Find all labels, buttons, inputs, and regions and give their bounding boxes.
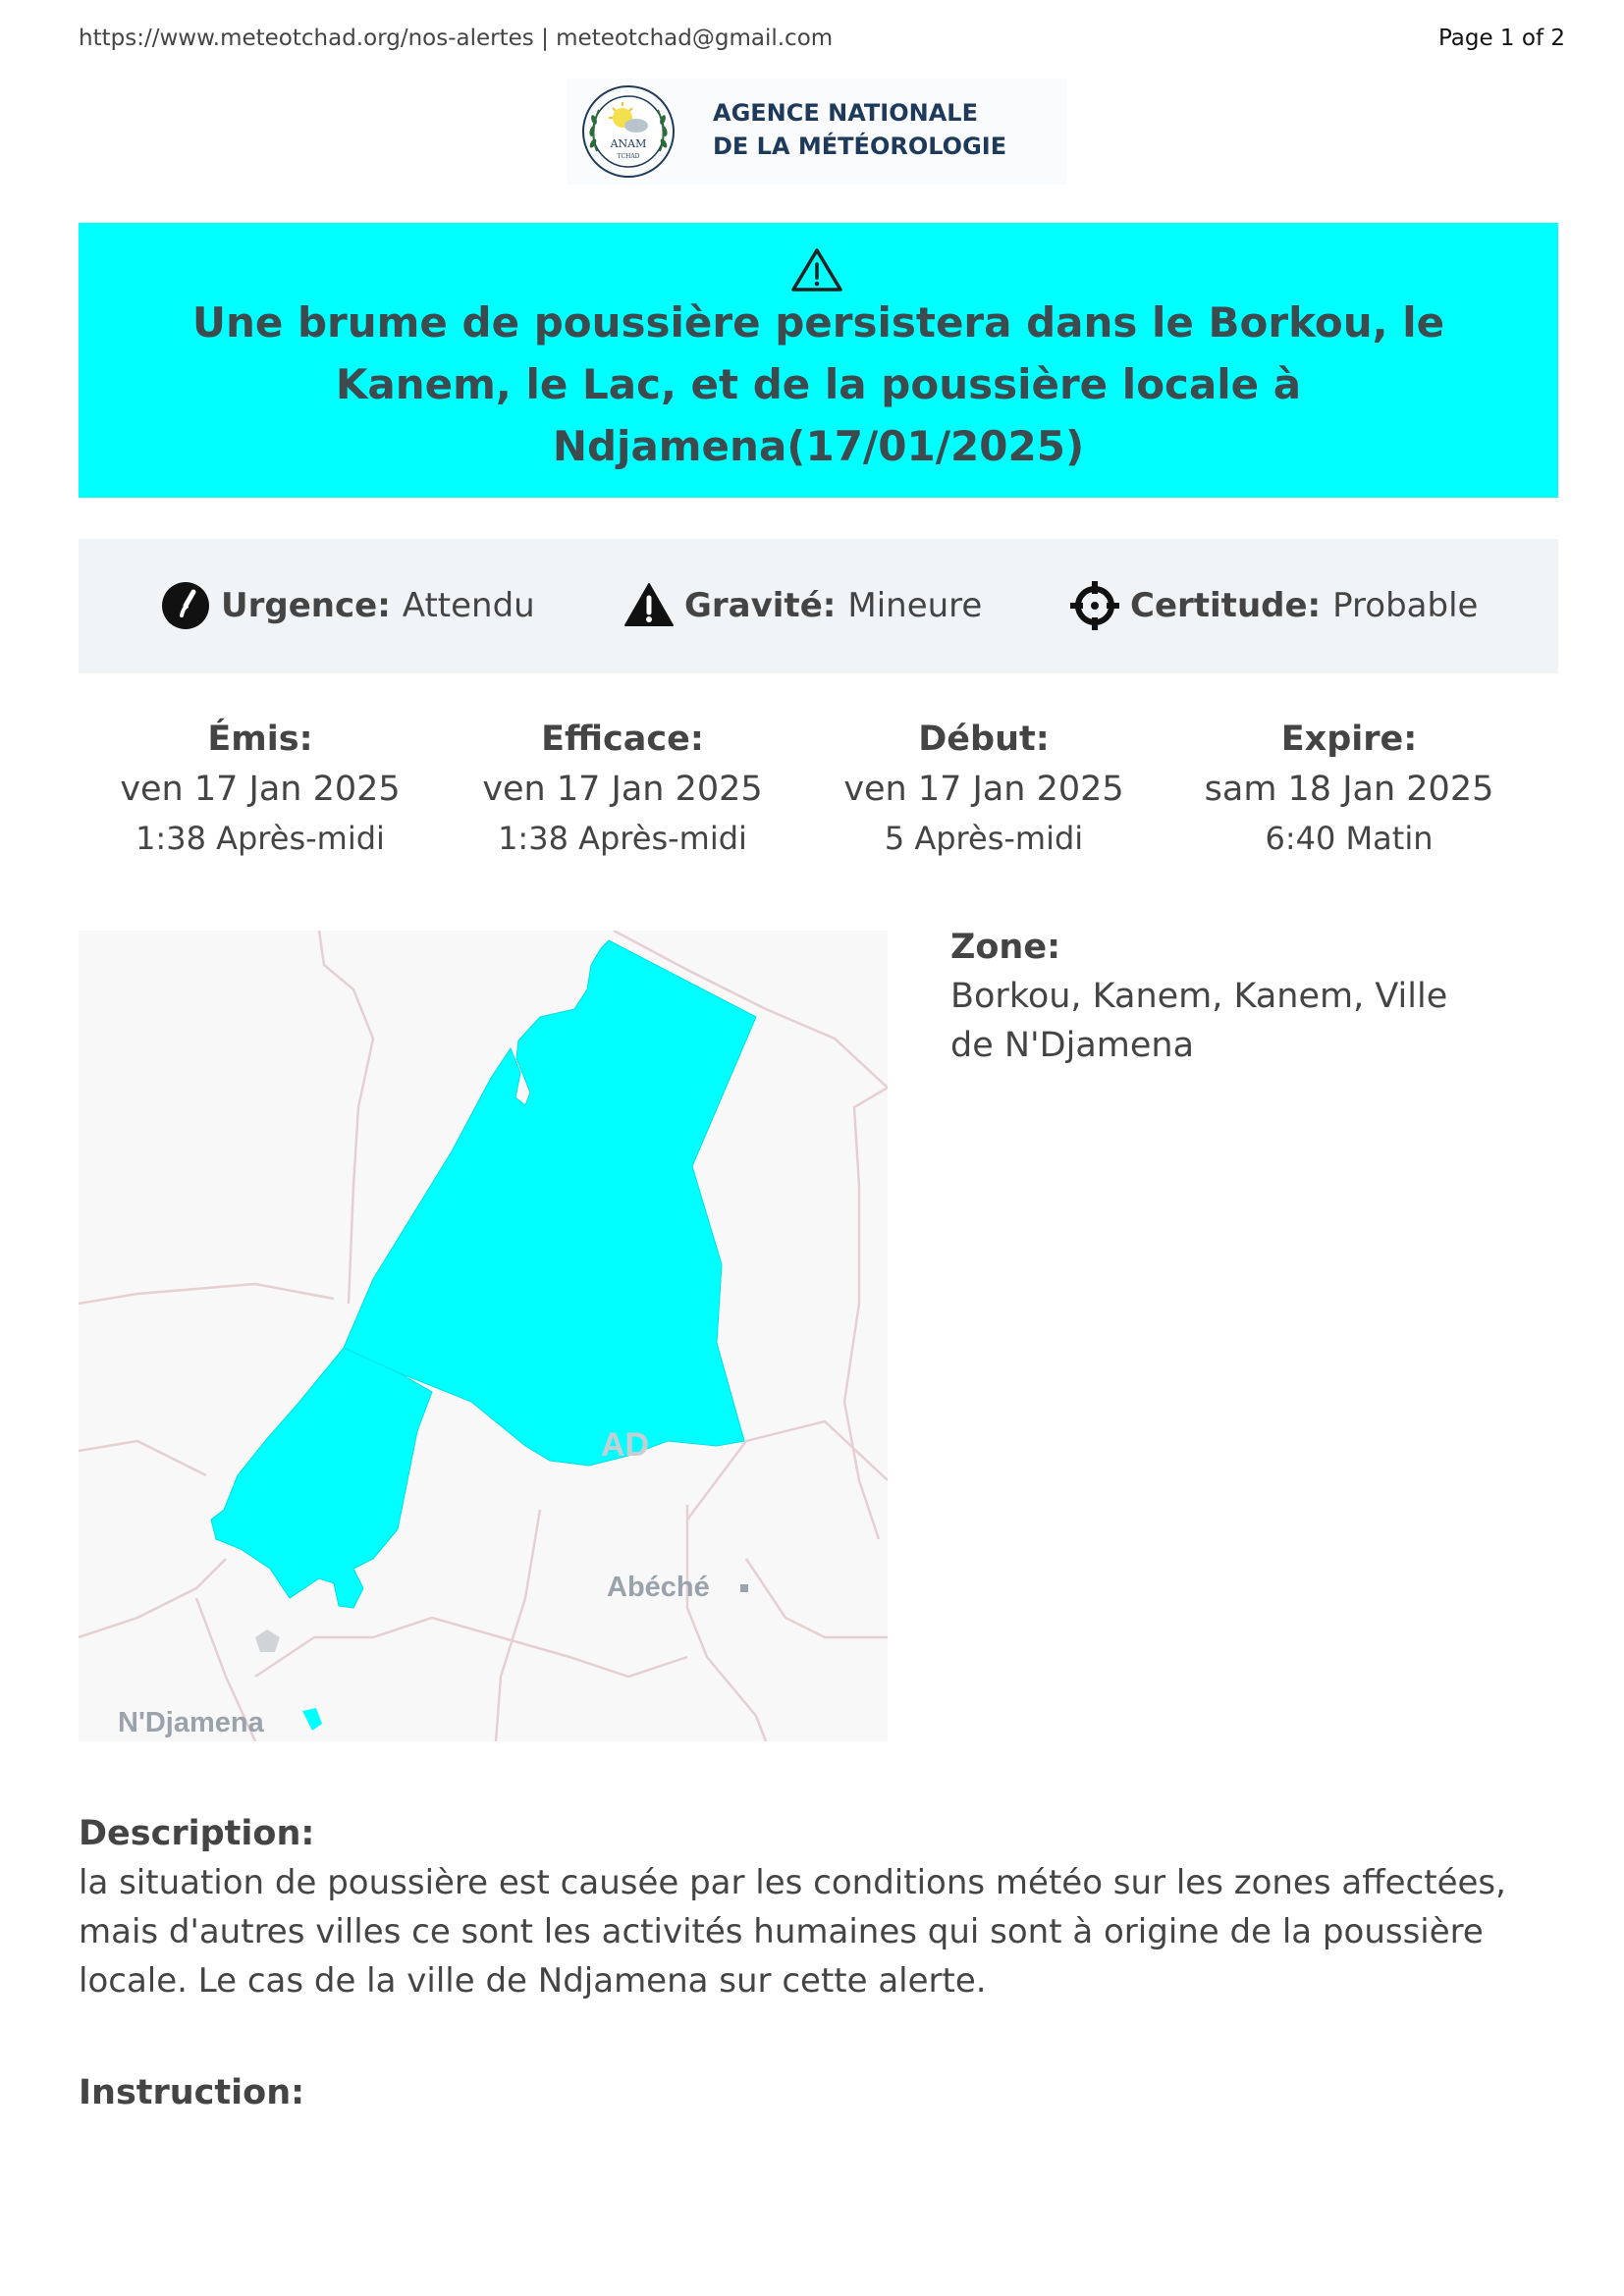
description-text: la situation de poussière est causée par les conditions météo sur les zones affectées, mais d'autres villes ce sont les activités humaines qui sont à origine de la poussière locale. Le cas de la ville de Ndjamena sur cette alerte. xyxy=(79,1863,1506,2001)
zone-value: Borkou, Kanem, Kanem, Ville de N'Djamena xyxy=(950,977,1448,1065)
effective-day: ven 17 Jan 2025 xyxy=(482,770,763,809)
expires-label: Expire: xyxy=(1280,720,1418,759)
agency-name xyxy=(713,96,1006,163)
svg-text:TCHAD: TCHAD xyxy=(617,153,640,160)
alert-title: Une brume de poussière persistera dans le Borkou, le Kanem, le Lac, et de la poussière locale à Ndjamena(17/01/2025) xyxy=(191,298,1445,470)
issued-date xyxy=(93,715,427,862)
certainty-value: Probable xyxy=(1332,586,1479,625)
issued-time: 1:38 Après-midi xyxy=(135,820,385,857)
agency-name-line2: DE LA MÉTÉOROLOGIE xyxy=(713,133,1007,160)
onset-day: ven 17 Jan 2025 xyxy=(843,770,1124,809)
alert-dates xyxy=(79,715,1558,862)
warning-triangle-icon xyxy=(789,246,844,294)
anam-logo xyxy=(568,79,1066,185)
expires-date xyxy=(1182,715,1516,862)
agency-name-line1: AGENCE NATIONALE xyxy=(713,99,978,127)
instruction-label: Instruction: xyxy=(79,2073,305,2112)
svg-text:ANAM: ANAM xyxy=(610,137,647,150)
severity-field xyxy=(623,582,982,629)
issued-label: Émis: xyxy=(207,720,313,759)
effective-date xyxy=(456,715,789,862)
certainty-label: Certitude: xyxy=(1130,586,1322,625)
onset-time: 5 Après-midi xyxy=(884,820,1084,857)
severity-label: Gravité: xyxy=(684,586,837,625)
zone-label: Zone: xyxy=(950,928,1061,967)
abeche-marker-icon xyxy=(740,1584,748,1592)
map-label-chad: AD xyxy=(601,1426,650,1464)
expires-time: 6:40 Matin xyxy=(1265,820,1434,857)
anam-seal-icon xyxy=(575,82,681,181)
expires-day: sam 18 Jan 2025 xyxy=(1204,770,1494,809)
urgency-field xyxy=(160,582,535,629)
onset-label: Début: xyxy=(918,720,1050,759)
clock-gauge-icon xyxy=(160,580,211,631)
onset-date xyxy=(817,715,1151,862)
map-label-ndjamena: N'Djamena xyxy=(118,1707,264,1738)
alert-banner xyxy=(79,223,1558,498)
description-label: Description: xyxy=(79,1814,315,1853)
alert-map[interactable] xyxy=(79,931,888,1741)
map-label-abeche: Abéché xyxy=(607,1572,710,1603)
alert-meta-bar xyxy=(79,539,1558,673)
effective-time: 1:38 Après-midi xyxy=(498,820,747,857)
header-url-line[interactable]: https://www.meteotchad.org/nos-alertes | meteotchad@gmail.com xyxy=(79,26,834,51)
issued-day: ven 17 Jan 2025 xyxy=(120,770,401,809)
severity-value: Mineure xyxy=(847,586,983,625)
crosshair-icon xyxy=(1069,580,1120,631)
page-number: Page 1 of 2 xyxy=(1437,26,1565,51)
map-canvas xyxy=(79,931,888,1741)
urgency-value: Attendu xyxy=(402,586,535,625)
warning-triangle-icon xyxy=(623,580,675,631)
certainty-field xyxy=(1069,582,1478,629)
description-section xyxy=(79,1809,1561,2005)
zone-section xyxy=(950,923,1500,1070)
urgency-label: Urgence: xyxy=(221,586,391,625)
effective-label: Efficace: xyxy=(541,720,704,759)
